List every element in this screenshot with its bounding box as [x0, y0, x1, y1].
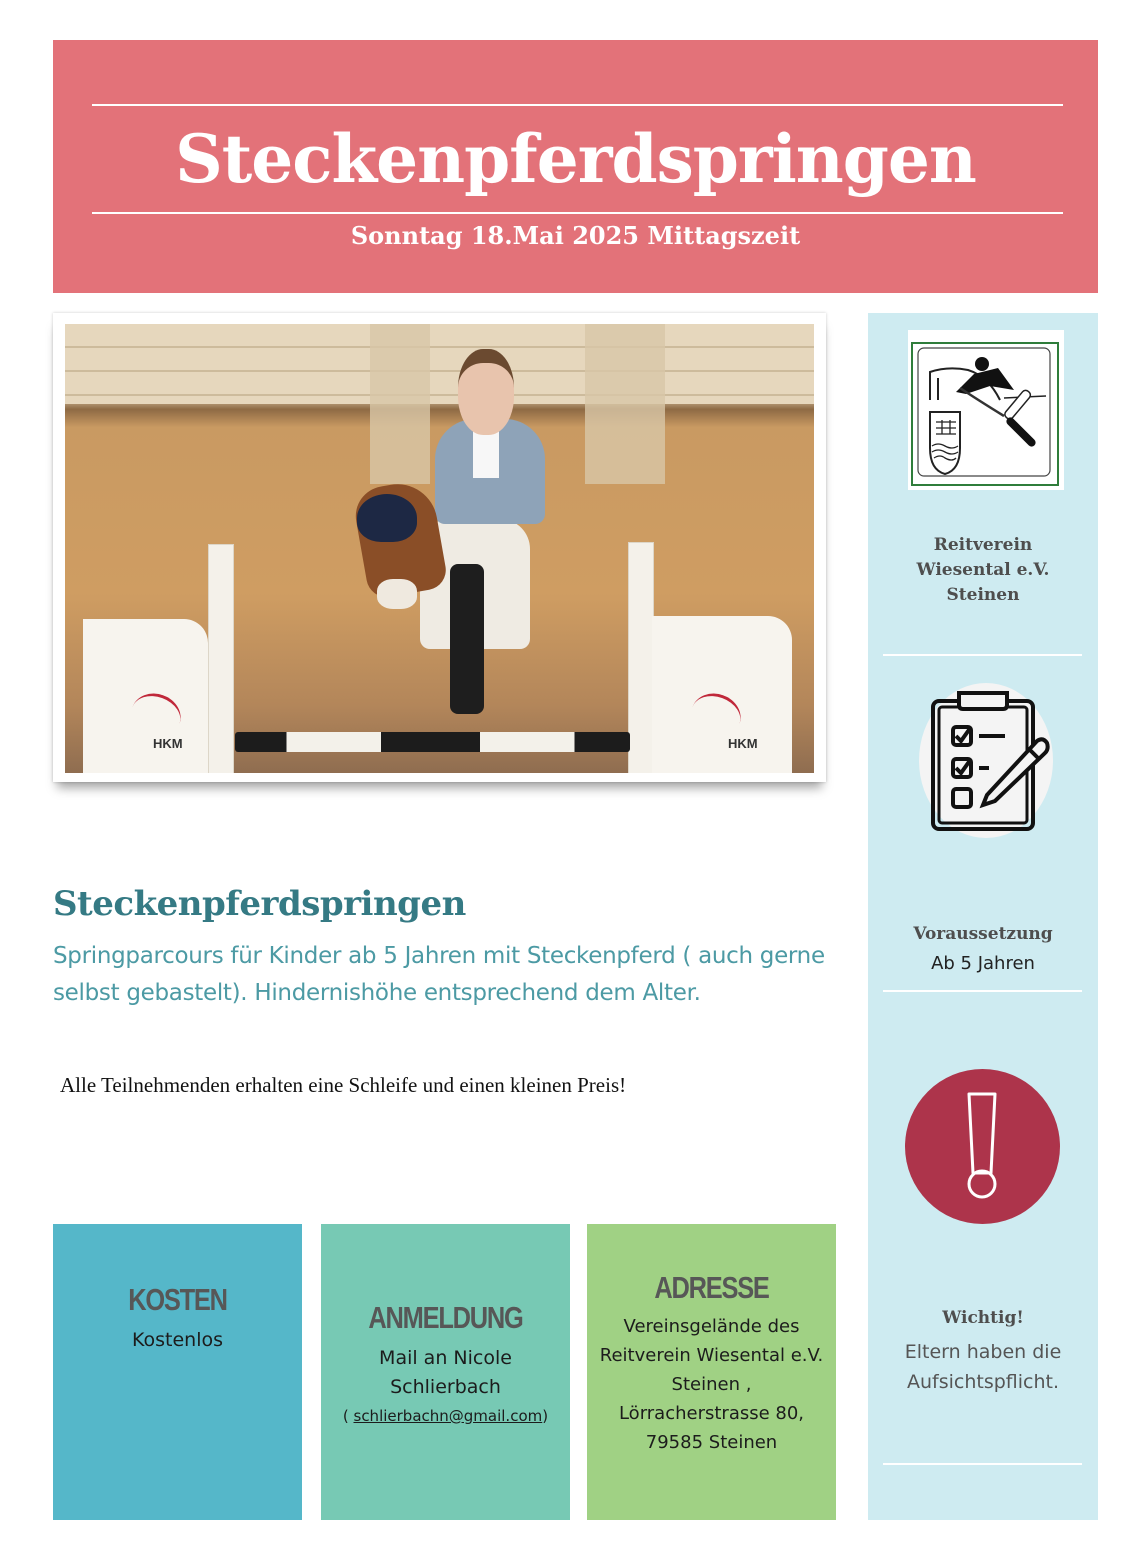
registration-title: ANMELDUNG [368, 1300, 523, 1335]
event-date: Sonntag 18.Mai 2025 Mittagszeit [350, 221, 801, 250]
exclamation-icon [905, 1069, 1060, 1224]
event-description: Springparcours für Kinder ab 5 Jahren mit Steckenpferd ( auch gerne selbst gebastelt). Hindernishöhe entsprechend dem Alter. [53, 943, 825, 1006]
photo-rider-head [458, 349, 514, 435]
sidebar [868, 313, 1098, 1520]
email-link[interactable]: schlierbachn@gmail.com [353, 1407, 543, 1425]
important-label: Wichtig! [942, 1308, 1024, 1328]
page-title: Steckenpferdspringen [175, 120, 976, 198]
clipboard-checklist-icon [919, 683, 1053, 838]
header-rule-top [92, 104, 1063, 106]
info-box-costs [53, 1224, 302, 1520]
registration-email-line [321, 1402, 570, 1430]
photo-arena-wall [65, 324, 814, 404]
photo-rider-boot [450, 564, 484, 714]
photo-pillar [585, 324, 665, 484]
prize-note: Alle Teilnehmenden erhalten eine Schleife und einen kleinen Preis! [60, 1073, 627, 1097]
photo-hobby-horse-bonnet [357, 494, 417, 542]
club-name-line2: Wiesental e.V. [916, 560, 1050, 580]
address-text: Vereinsgelände des Reitverein Wiesental e.V. Steinen , Lörracherstrasse 80, 79585 Steinen [599, 1316, 824, 1453]
riding-club-logo-icon [908, 330, 1064, 490]
club-name-line3: Steinen [946, 585, 1020, 605]
clipboard-svg [919, 683, 1053, 838]
hkm-logo-left: HKM [153, 736, 183, 751]
important-text: Eltern haben die Aufsichtspflicht. [904, 1341, 1062, 1393]
hkm-logo-right: HKM [728, 736, 758, 751]
requirement-value: Ab 5 Jahren [931, 953, 1035, 974]
costs-title: KOSTEN [128, 1282, 227, 1317]
header-banner [53, 40, 1098, 293]
email-suffix: ) [542, 1407, 549, 1425]
costs-text: Kostenlos [131, 1329, 224, 1351]
sidebar-divider [883, 1463, 1082, 1465]
club-name-line1: Reitverein [933, 535, 1033, 555]
rider-jumping-icon [908, 330, 1064, 490]
club-name [868, 533, 1098, 608]
address-title: ADRESSE [654, 1270, 769, 1305]
jump-pole [235, 732, 630, 752]
exclamation-svg [905, 1069, 1060, 1224]
email-prefix: ( [342, 1407, 354, 1425]
sidebar-divider [883, 990, 1082, 992]
sidebar-divider [883, 654, 1082, 656]
requirement-label: Voraussetzung [913, 924, 1053, 944]
header-rule-bottom [92, 212, 1063, 214]
section-heading: Steckenpferdspringen [53, 884, 466, 924]
registration-text: Mail an Nicole Schlierbach [379, 1347, 512, 1398]
jump-standard-right [628, 542, 654, 773]
photo-pillar [370, 324, 430, 484]
info-box-address [587, 1224, 836, 1520]
event-photo [65, 324, 814, 773]
photo-hobby-horse-muzzle [377, 579, 417, 609]
photo-frame [53, 313, 826, 782]
jump-standard-left [208, 544, 234, 773]
info-box-registration [321, 1224, 570, 1520]
